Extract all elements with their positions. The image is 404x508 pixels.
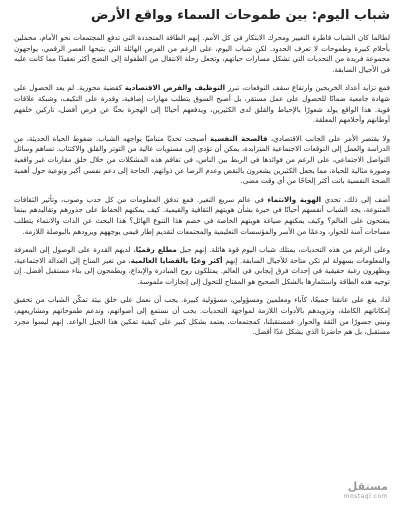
bold-phrase: مطلع رقميًا [135, 245, 177, 255]
bold-phrase: أكثر وعيًا بالقضايا العالمية [130, 255, 223, 265]
paragraph-text: ، لديهم القدرة على الوصول إلى المعرفة والمعلومات بسهولة لم تكن متاحة للأجيال السابقة. إنهم [14, 245, 390, 265]
logo-arabic-text: مستقل [347, 480, 388, 493]
paragraph-text: لذا، يقع على عاتقنا جميعًا، كآباء ومعلمين ومسؤولين، مسؤولية كبيرة. يجب أن نعمل على خلق بيئة تمكّن الشباب من تحقيق إمكاناتهم الكاملة، وتزويدهم بالأدوات اللازمة لمواجهة التحديات. يجب أن نستمع إلى أصواتهم، وندعم طموحاتهم ومشاريعهم، ونبني جسورًا من الثقة والحوار. فمستقبلنا، كمجتمعات، يعتمد بشكل كبير على كيفية تمكين هذا الجيل الواعد. إنهم ليسوا مجرد مستقبل، بل هم حاضرنا الذي يشكل غدًا أفضل. [14, 295, 390, 337]
bold-phrase: الهوية والانتماء [267, 194, 322, 204]
paragraph-text: ، من تغير المناخ إلى العدالة الاجتماعية، ويظهرون رغبة حقيقية في إحداث فرق إيجابي في العالم. يمتلكون روح المبادرة والإبداع، ويطمحون إلى بناء مستقبل أفضل. إن توجيه هذه الطاقة واستثمارها بالشكل الصحيح هو المفتاح للتحول إلى إنجازات ملموسة. [14, 255, 390, 286]
paragraph-text: ولا يقتصر الأمر على الجانب الاقتصادي، [267, 133, 391, 143]
paragraph-text: وعلى الرغم من هذه التحديات، يمتلك شباب اليوم قوة هائلة. إنهم جيل [176, 245, 390, 255]
bold-phrase: التوظيف والفرص الاقتصادية [124, 83, 226, 93]
article-body [14, 33, 390, 338]
mostaql-logo [344, 481, 388, 500]
paragraph-text: لطالما كان الشباب قاطرة التغيير ومحرك الابتكار في كل الأمم. إنهم الطاقة المتجددة التي تدفع المجتمعات نحو الأمام، محملين بأحلام كبيرة وطموحات لا تعرف الحدود. لكن شباب اليوم، على الرغم من الفرص الهائلة التي يتيحها العصر الرقمي، يواجهون مجموعة فريدة من التحديات التي تشكل مسارات حياتهم، وتجعل رحلة الانتقال من الطفولة إلى النضج أكثر تعقيدًا مما كانت عليه في الأجيال السابقة. [14, 33, 390, 74]
paragraph-text: كقضية محورية. لم يعد الحصول على شهادة جامعية ضمانًا للحصول على عمل مستقر، بل أصبح السوق يتطلب مهارات إضافية، وقدرة على التكيف، وشبكة علاقات قوية. هذا الواقع يولد شعورًا بالإحباط والقلق لدى الكثيرين، ويدفعهم أحيانًا إلى الهجرة بحثًا عن فرص أفضل، تاركين خلفهم أوطانهم وأحلامهم المعلقة. [14, 83, 390, 125]
body-paragraph [14, 195, 390, 237]
paragraph-text: في عالم سريع التغير. فمع تدفق المعلومات من كل حدب وصوب، وتأثير الثقافات المتنوعة، يجد الشباب أنفسهم أحيانًا في حيرة بشأن هويتهم الثقافية والقيمية. كيف يمكنهم الحفاظ على جذورهم وتقاليدهم بينما ينفتحون على العالم؟ وكيف يمكنهم صياغة هويتهم الخاصة في خضم هذا التنوع الهائل؟ هذا البحث عن الذات والانتماء يتطلب مساحات آمنة للحوار، ودعمًا من الأسر والمؤسسات التعليمية والمجتمعات لتقديم إطار قيمي يوجههم ويزودهم بالبوصلة اللازمة. [14, 194, 390, 236]
body-paragraph [14, 245, 390, 287]
bold-phrase: فالصحة النفسية [210, 133, 268, 143]
body-paragraph [14, 83, 390, 125]
logo-domain-text: mostaql.com [343, 493, 388, 500]
body-paragraph [14, 295, 390, 337]
paragraph-text: فمع تزايد أعداد الخريجين وارتفاع سقف التوقعات، تبرز [225, 83, 390, 93]
paragraph-text: أضف إلى ذلك، تحدي [321, 194, 391, 204]
paragraph-text: أصبحت تحديًا متناميًا يواجهه الشباب. ضغوط الحياة الحديثة، من الدراسة والعمل إلى التوقعات الاجتماعية المتزايدة، يمكن أن تؤدي إلى مستويات عالية من التوتر والقلق والاكتئاب. تساهم وسائل التواصل الاجتماعي، على الرغم من فوائدها في الربط بين الناس، في تفاقم هذه المشكلات من خلال خلق مقارنات غير واقعية وصورة مثالية للحياة، مما يجعل الكثيرين يشعرون بالنقص وعدم الرضا عن ذواتهم. الحاجة إلى دعم نفسي أكبر وتوعية حول أهمية الصحة النفسية باتت أكثر إلحاحًا من أي وقت مضى. [14, 133, 390, 186]
body-paragraph [14, 33, 390, 75]
article-title: شباب اليوم: بين طموحات السماء وواقع الأرض [91, 8, 390, 23]
body-paragraph [14, 134, 390, 187]
